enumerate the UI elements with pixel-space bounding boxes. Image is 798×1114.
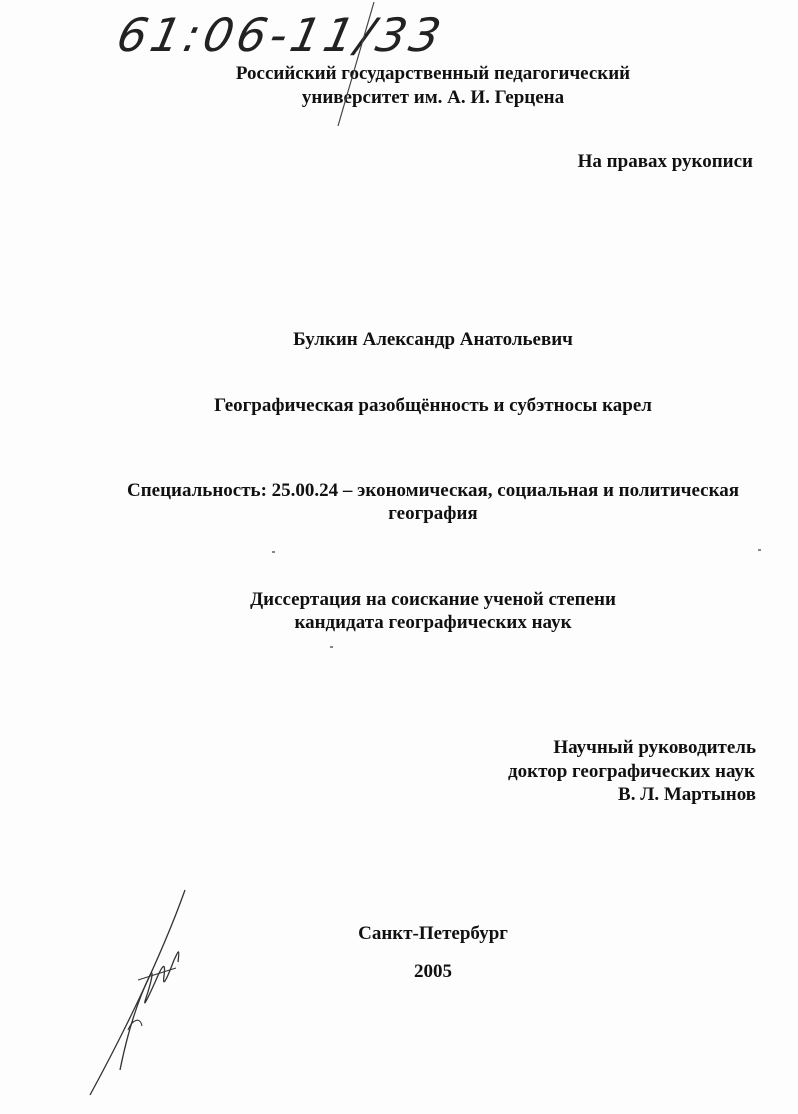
- year: 2005: [414, 961, 452, 982]
- city: Санкт-Петербург: [358, 923, 508, 944]
- degree-line-2: кандидата географических наук: [294, 612, 572, 633]
- author-name: Булкин Александр Анатольевич: [293, 329, 573, 350]
- rights-note: На правах рукописи: [577, 151, 753, 172]
- handwritten-registry-number: 61:06-11/33: [112, 8, 450, 62]
- degree-line-1: Диссертация на соискание ученой степени: [250, 589, 616, 610]
- specialty-line-2: география: [388, 503, 478, 524]
- scan-speck: [330, 646, 333, 648]
- scan-speck: [758, 549, 761, 551]
- supervisor-name: В. Л. Мартынов: [618, 784, 756, 805]
- handwritten-signature: [80, 880, 220, 1100]
- supervisor-label: Научный руководитель: [553, 737, 756, 758]
- specialty-line-1: Специальность: 25.00.24 – экономическая, социальная и политическая: [126, 480, 740, 501]
- institution-line-2: университет им. А. И. Герцена: [301, 87, 565, 108]
- dissertation-title: Географическая разобщённость и субэтносы карел: [214, 395, 652, 416]
- pencil-stroke: [330, 0, 380, 130]
- scan-speck: [272, 551, 275, 553]
- supervisor-degree: доктор географических наук: [508, 761, 755, 782]
- institution-line-1: Российский государственный педагогический: [235, 63, 631, 84]
